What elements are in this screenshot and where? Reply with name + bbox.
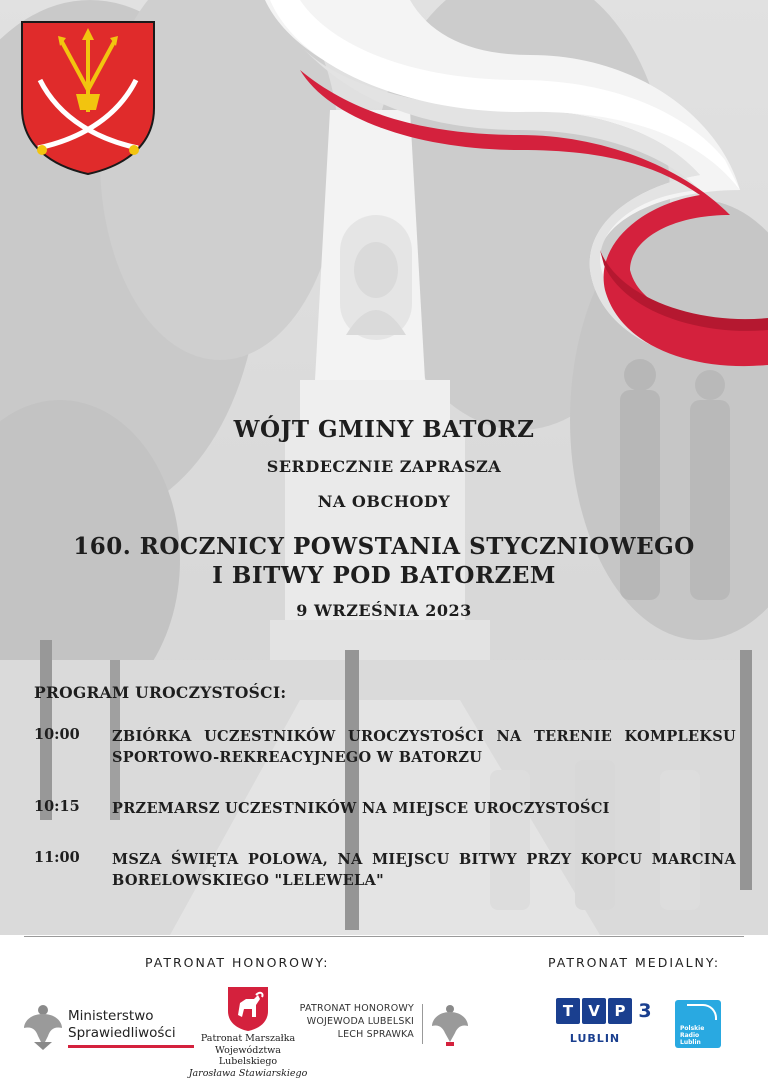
tvp-number-3: 3	[638, 1000, 652, 1022]
ministry-red-bar	[68, 1045, 194, 1048]
program-description: MSZA ŚWIĘTA POLOWA, NA MIEJSCU BITWY PRZY KOPCU MARCINA BORELOWSKIEGO "LELEWELA"	[112, 851, 736, 889]
voivode-patronage-text	[298, 1002, 414, 1041]
marshal-line-1: Patronat Marszałka	[200, 1033, 296, 1044]
polish-eagle-icon	[430, 1002, 470, 1046]
tvp-city: LUBLIN	[569, 1032, 621, 1045]
radio-wave-icon	[687, 1004, 717, 1020]
coat-of-arms-icon	[20, 20, 156, 176]
voivode-patronage-logo	[298, 1002, 478, 1048]
program-description: ZBIÓRKA UCZESTNIKÓW UROCZYSTOŚCI NA TERENIE KOMPLEKSU SPORTOWO-REKREACYJNEGO W BATORZU	[112, 728, 736, 766]
ministry-of-justice-logo	[22, 1000, 182, 1054]
tvp-letter-t: T	[556, 998, 580, 1024]
voivode-line-3: LECH SPRAWKA	[337, 1029, 414, 1040]
radio-line-1: Polskie	[680, 1025, 705, 1032]
radio-line-3: Lublin	[680, 1039, 701, 1046]
marshal-name: Jarosława Stawiarskiego	[188, 1067, 308, 1079]
footer-divider	[24, 936, 744, 937]
polskie-radio-lublin-logo	[675, 1000, 721, 1048]
marshal-patronage-logo	[188, 985, 308, 1079]
ministry-name-line-2: Sprawiedliwości	[68, 1025, 176, 1041]
radio-line-2: Radio	[680, 1032, 700, 1039]
goat-shield-icon	[226, 985, 270, 1031]
program-time: 11:00	[34, 849, 80, 866]
voivode-line-1: PATRONAT HONOROWY	[299, 1003, 414, 1014]
radio-name	[680, 1025, 718, 1046]
marshal-patronage-text	[188, 1033, 308, 1079]
marshal-line-3	[188, 1068, 308, 1080]
tvp3-lublin-logo	[556, 998, 652, 1050]
tvp-letter-p: P	[608, 998, 632, 1024]
voivode-separator	[422, 1004, 423, 1044]
organizer-title: WÓJT GMINY BATORZ	[233, 416, 535, 443]
program-description: PRZEMARSZ UCZESTNIKÓW NA MIEJSCE UROCZYSTOŚCI	[112, 800, 610, 817]
event-date: 9 WRZEŚNIA 2023	[296, 601, 472, 620]
media-patronage-label: PATRONAT MEDIALNY:	[548, 955, 721, 970]
program-time: 10:15	[34, 798, 80, 815]
ministry-name-line-1: Ministerstwo	[68, 1008, 154, 1024]
invitation-line-2: NA OBCHODY	[317, 492, 451, 511]
event-title-line-2: I BITWY POD BATORZEM	[212, 562, 556, 589]
honorary-patronage-label: PATRONAT HONOROWY:	[145, 955, 330, 970]
event-title-line-1: 160. ROCZNICY POWSTANIA STYCZNIOWEGO	[73, 533, 695, 560]
program-heading: PROGRAM UROCZYSTOŚCI:	[34, 683, 287, 702]
marshal-line-2: Województwa Lubelskiego	[215, 1044, 281, 1067]
polish-eagle-icon	[22, 1002, 64, 1050]
voivode-line-2: WOJEWODA LUBELSKI	[306, 1016, 414, 1027]
tvp-letter-v: V	[582, 998, 606, 1024]
invitation-line: SERDECZNIE ZAPRASZA	[266, 457, 502, 476]
event-title	[0, 532, 768, 590]
program-time: 10:00	[34, 726, 80, 743]
